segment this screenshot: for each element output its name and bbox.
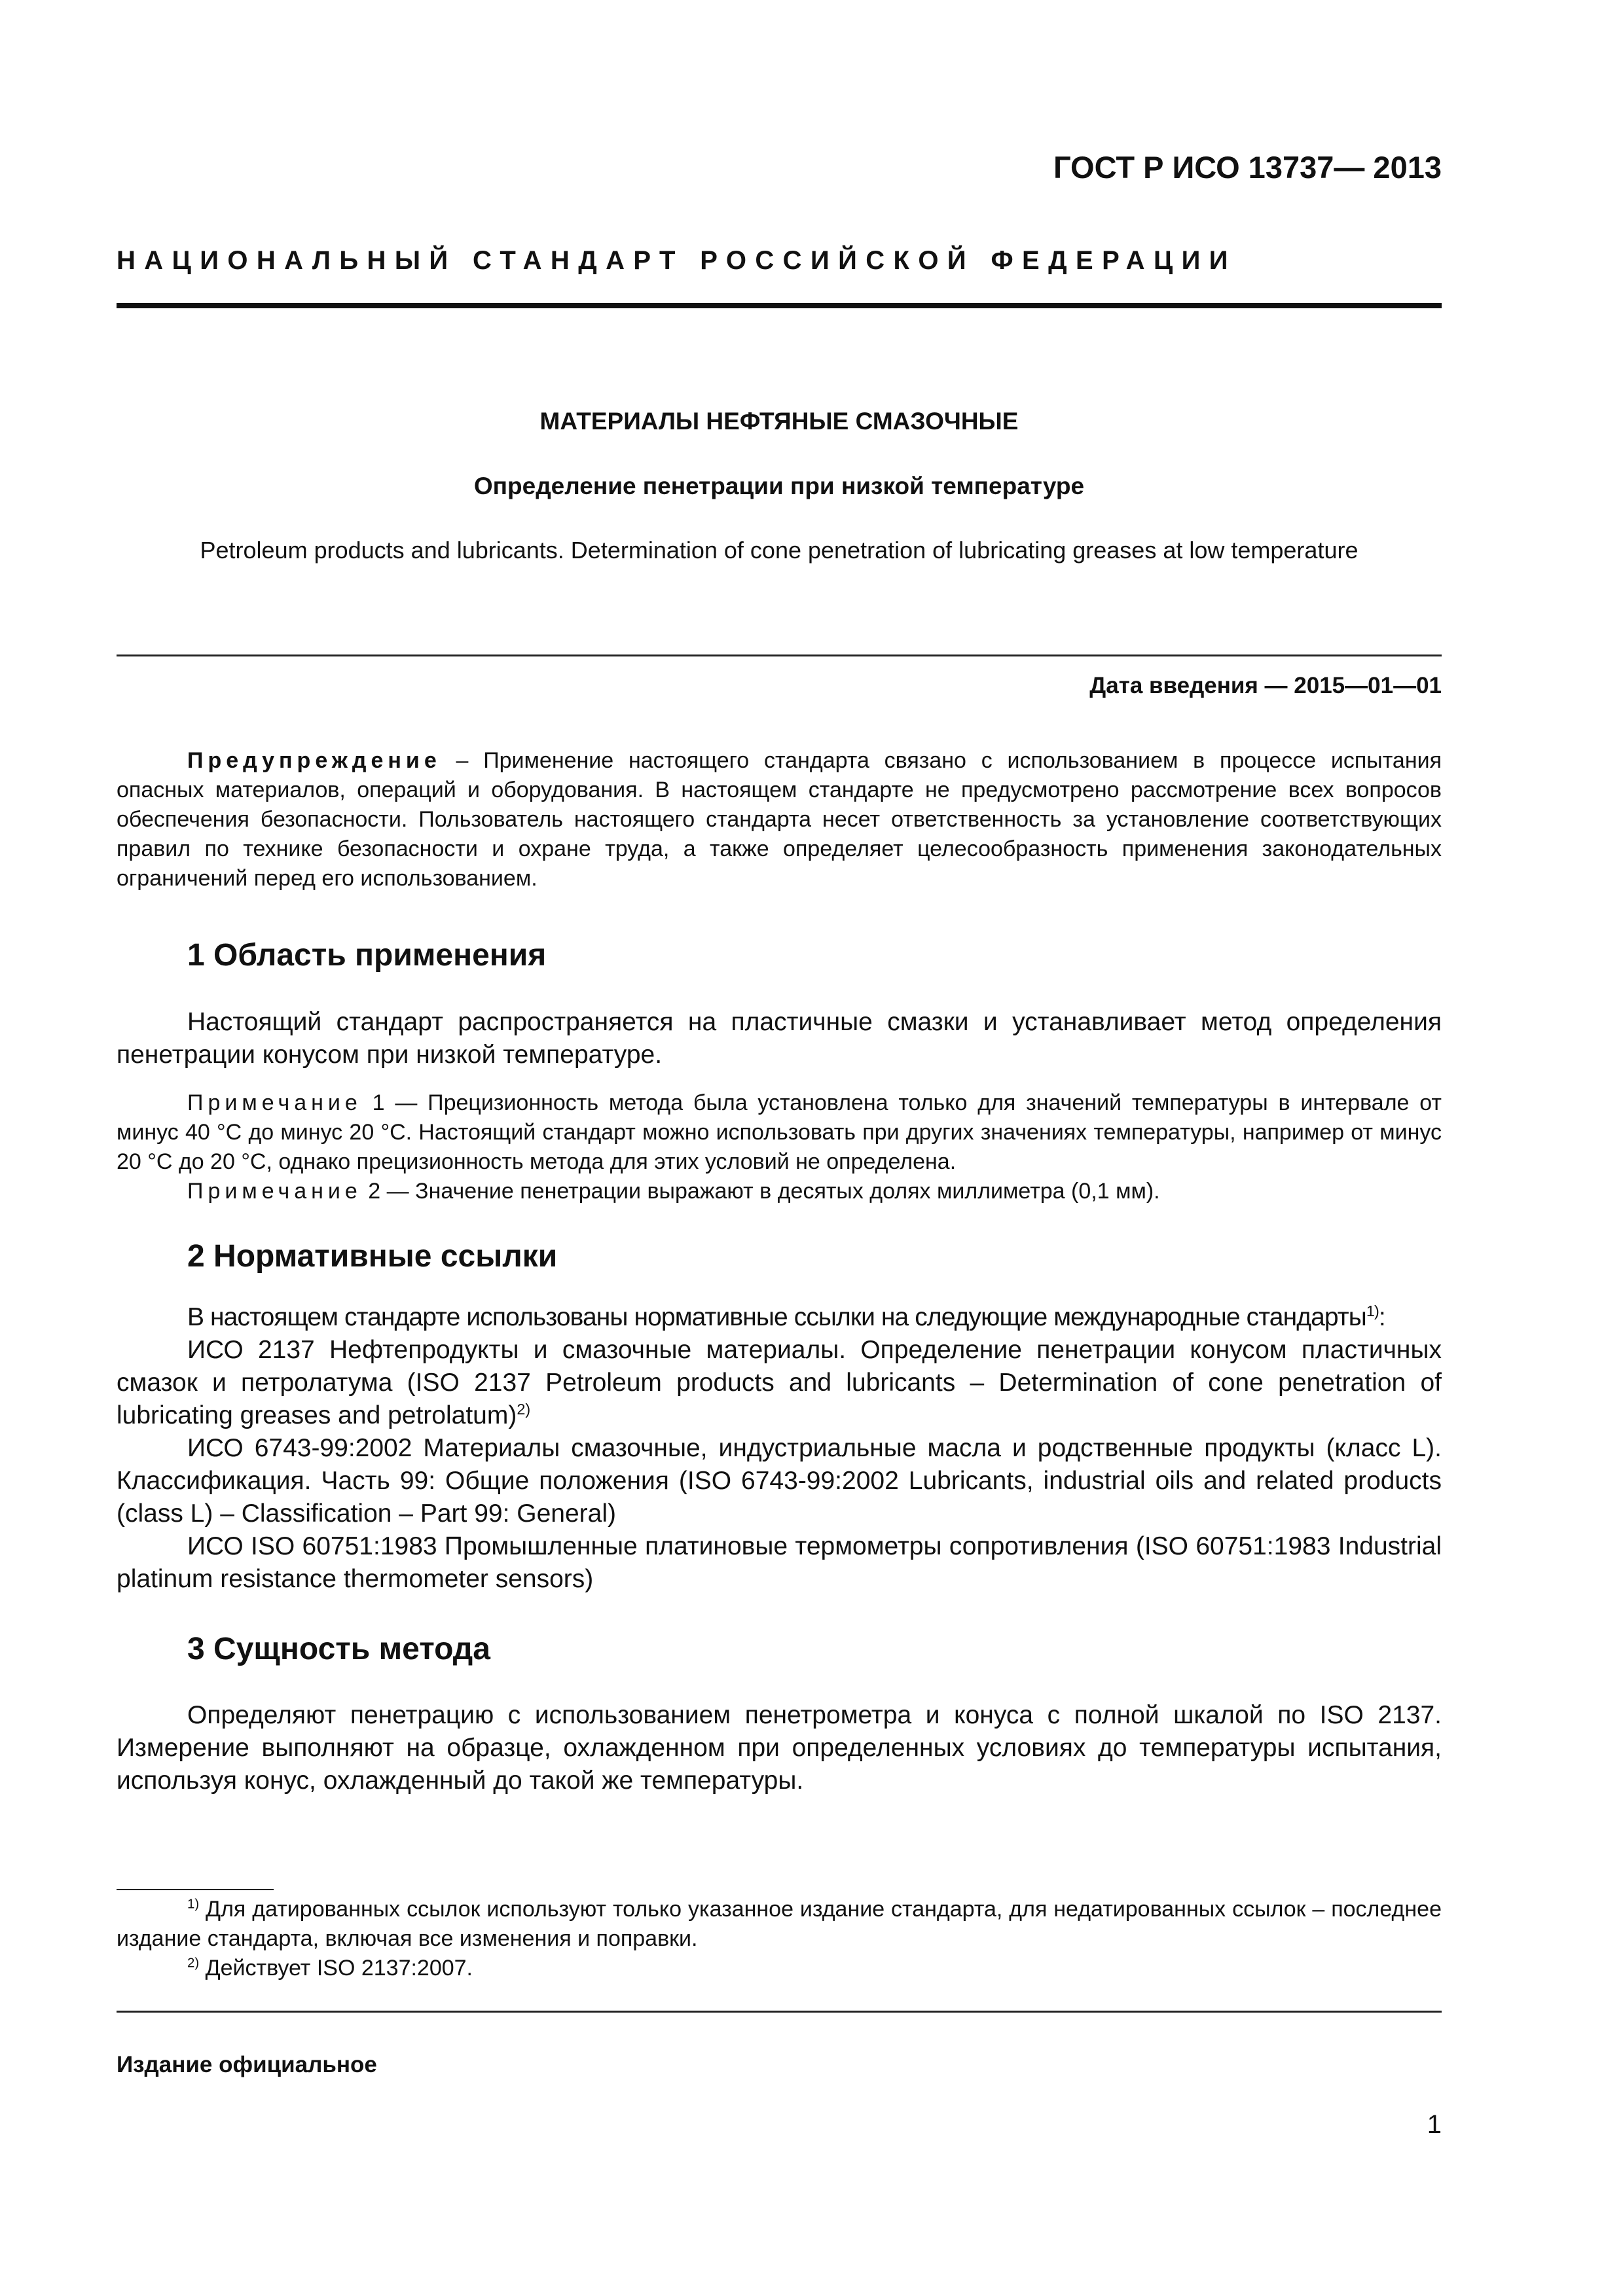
note-1-text: 1 — Прецизионность метода была установлена только для значений температуры в интервале от минус 40 °С до минус 20 °С. Настоящий стандарт можно использовать при других значениях температуры, например от минус 20 °С до 20 °С, однако прецизионность метода для этих условий не определена. (117, 1090, 1442, 1174)
section-1-paragraph: Настоящий стандарт распространяется на пластичные смазки и устанавливает метод определения пенетрации конусом при низкой температуре. (117, 1008, 1442, 1069)
footnote-2-marker: 2) (187, 1956, 200, 1971)
warning-paragraph (117, 746, 1442, 893)
footer-rule (117, 2011, 1442, 2013)
reference-iso-6743: ИСО 6743-99:2002 Материалы смазочные, индустриальные масла и родственные продукты (класс L). Классификация. Часть 99: Общие положения (ISO 6743-99:2002 Lubricants, industrial oils and related products (class L) – Classification – Part 99: General) (117, 1434, 1442, 1528)
document-title-english: Petroleum products and lubricants. Determination of cone penetration of lubricating greases at low temperature (200, 537, 1359, 564)
national-standard-text: НАЦИОНАЛЬНЫЙ СТАНДАРТ РОССИЙСКОЙ ФЕДЕРАЦИИ (117, 246, 1237, 275)
section-2-heading: 2 Нормативные ссылки (187, 1239, 558, 1274)
section-2-intro-end: : (1378, 1303, 1385, 1331)
reference-iso-2137-text: ИСО 2137 Нефтепродукты и смазочные материалы. Определение пенетрации конусом пластичных смазок и петролатума (ISO 2137 Petroleum products and lubricants – Determination of cone penetration of lubricating greases and petrolatum) (117, 1336, 1442, 1429)
footnote-ref-1: 1) (1366, 1302, 1379, 1319)
national-standard-banner (117, 243, 1442, 278)
footnote-separator (117, 1889, 274, 1890)
section-2-intro (117, 1301, 1442, 1334)
page-number: 1 (1427, 2110, 1442, 2139)
warning-label: Предупреждение (187, 748, 441, 773)
title-rule (117, 655, 1442, 656)
note-1-label: Примечание (187, 1090, 362, 1115)
reference-iso-60751: ИСО ISO 60751:1983 Промышленные платиновые термометры сопротивления (ISO 60751:1983 Industrial platinum resistance thermometer sensors) (117, 1532, 1442, 1593)
section-2-intro-text: В настоящем стандарте использованы нормативные ссылки на следующие международные стандарты (187, 1303, 1366, 1331)
footnote-1-text: Для датированных ссылок используют только указанное издание стандарта, для недатированных ссылок – последнее издание стандарта, включая все изменения и поправки. (117, 1897, 1442, 1951)
section-3-heading: 3 Сущность метода (187, 1632, 490, 1666)
warning-text: – Применение настоящего стандарта связано с использованием в процессе испытания опасных материалов, операций и оборудования. В настоящем стандарте не предусмотрено рассмотрение всех вопросов обеспечения безопасности. Пользователь настоящего стандарта несет ответственность за установление соответствующих правил по технике безопасности и охране труда, а также определяет целесообразность применения законодательных ограничений перед его использованием. (117, 748, 1442, 891)
standard-code: ГОСТ Р ИСО 13737— 2013 (1053, 150, 1442, 185)
section-3-paragraph: Определяют пенетрацию с использованием пенетрометра и конуса с полной шкалой по ISO 2137. Измерение выполняют на образце, охлажденном при определенных условиях до температуры испытания, используя конус, охлажденный до такой же температуры. (117, 1701, 1442, 1795)
footnote-2 (117, 1954, 1442, 1983)
note-2-label: Примечание (187, 1179, 362, 1204)
footnote-2-text: Действует ISO 2137:2007. (199, 1956, 473, 1981)
footnote-1-marker: 1) (187, 1897, 200, 1912)
edition-label: Издание официальное (117, 2052, 377, 2077)
footnote-1 (117, 1895, 1442, 1954)
section-1-heading: 1 Область применения (187, 938, 547, 973)
reference-iso-2137 (117, 1334, 1442, 1432)
header-rule (117, 303, 1442, 308)
note-1 (117, 1088, 1442, 1177)
document-title: МАТЕРИАЛЫ НЕФТЯНЫЕ СМАЗОЧНЫЕ (539, 408, 1019, 435)
note-2 (117, 1177, 1442, 1206)
introduction-date: Дата введения — 2015—01—01 (1089, 673, 1442, 698)
note-2-text: 2 — Значение пенетрации выражают в десятых долях миллиметра (0,1 мм). (361, 1179, 1160, 1204)
document-subtitle: Определение пенетрации при низкой температуре (473, 473, 1085, 499)
footnote-ref-2: 2) (517, 1401, 531, 1418)
